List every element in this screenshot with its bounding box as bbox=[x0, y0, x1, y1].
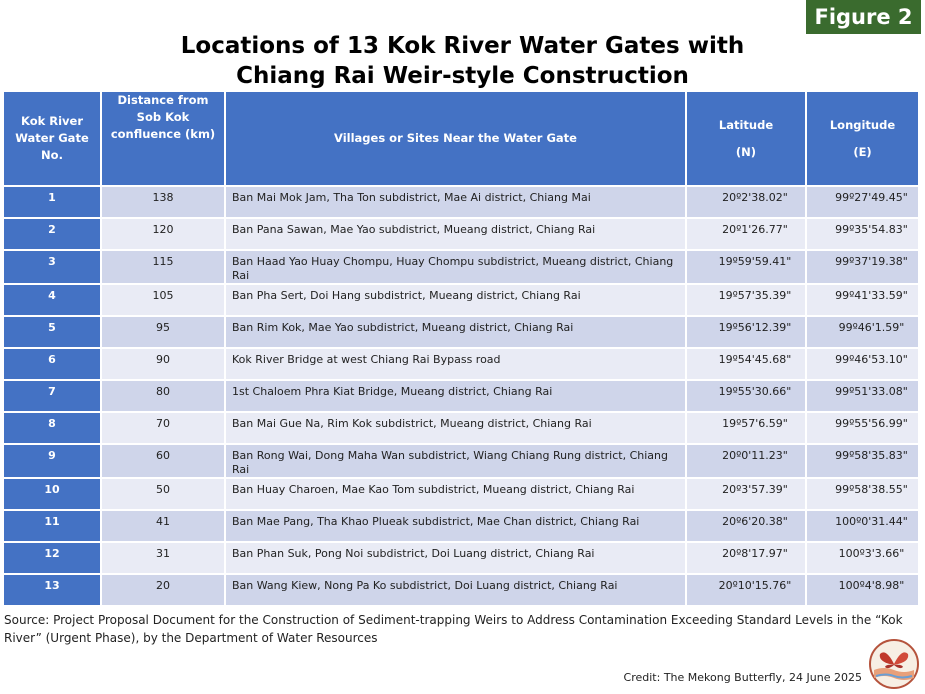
cell-latitude: 19º56'12.39" bbox=[686, 316, 806, 348]
cell-site: Kok River Bridge at west Chiang Rai Bypass road bbox=[225, 348, 686, 380]
cell-site: Ban Pana Sawan, Mae Yao subdistrict, Mueang district, Chiang Rai bbox=[225, 218, 686, 250]
cell-site: Ban Haad Yao Huay Chompu, Huay Chompu subdistrict, Mueang district, Chiang Rai bbox=[225, 250, 686, 284]
header-site: Villages or Sites Near the Water Gate bbox=[225, 92, 686, 186]
table-row bbox=[4, 348, 918, 380]
header-latitude-unit: (N) bbox=[735, 144, 757, 159]
table-row bbox=[4, 542, 918, 574]
header-latitude bbox=[686, 92, 806, 186]
table-row bbox=[4, 380, 918, 412]
cell-latitude: 20º0'11.23" bbox=[686, 444, 806, 478]
cell-gate-no: 10 bbox=[4, 478, 101, 510]
cell-distance: 95 bbox=[101, 316, 225, 348]
cell-site: Ban Pha Sert, Doi Hang subdistrict, Mueang district, Chiang Rai bbox=[225, 284, 686, 316]
cell-gate-no: 3 bbox=[4, 250, 101, 284]
cell-longitude: 99º46'1.59" bbox=[806, 316, 918, 348]
cell-distance: 70 bbox=[101, 412, 225, 444]
cell-site: Ban Phan Suk, Pong Noi subdistrict, Doi Luang district, Chiang Rai bbox=[225, 542, 686, 574]
cell-site: Ban Mae Pang, Tha Khao Plueak subdistrict, Mae Chan district, Chiang Rai bbox=[225, 510, 686, 542]
cell-latitude: 20º2'38.02" bbox=[686, 186, 806, 218]
header-distance: Distance from Sob Kok confluence (km) bbox=[101, 92, 225, 186]
cell-latitude: 19º54'45.68" bbox=[686, 348, 806, 380]
title-line-2: Chiang Rai Weir-style Construction bbox=[236, 63, 689, 89]
cell-gate-no: 7 bbox=[4, 380, 101, 412]
cell-latitude: 20º3'57.39" bbox=[686, 478, 806, 510]
cell-longitude: 99º51'33.08" bbox=[806, 380, 918, 412]
header-gate-no: Kok River Water Gate No. bbox=[4, 92, 101, 186]
cell-longitude: 99º58'38.55" bbox=[806, 478, 918, 510]
cell-distance: 50 bbox=[101, 478, 225, 510]
table-row bbox=[4, 412, 918, 444]
cell-longitude: 100º3'3.66" bbox=[806, 542, 918, 574]
cell-site: Ban Rong Wai, Dong Maha Wan subdistrict, Wiang Chiang Rung district, Chiang Rai bbox=[225, 444, 686, 478]
cell-distance: 115 bbox=[101, 250, 225, 284]
table-row bbox=[4, 218, 918, 250]
cell-site: Ban Mai Mok Jam, Tha Ton subdistrict, Mae Ai district, Chiang Mai bbox=[225, 186, 686, 218]
cell-site: Ban Mai Gue Na, Rim Kok subdistrict, Mueang district, Chiang Rai bbox=[225, 412, 686, 444]
cell-gate-no: 13 bbox=[4, 574, 101, 606]
table-row bbox=[4, 478, 918, 510]
cell-site: Ban Huay Charoen, Mae Kao Tom subdistrict, Mueang district, Chiang Rai bbox=[225, 478, 686, 510]
cell-latitude: 19º55'30.66" bbox=[686, 380, 806, 412]
cell-distance: 90 bbox=[101, 348, 225, 380]
header-longitude-unit: (E) bbox=[853, 144, 872, 159]
table-row bbox=[4, 316, 918, 348]
cell-longitude: 99º46'53.10" bbox=[806, 348, 918, 380]
header-longitude-label: Longitude bbox=[829, 117, 896, 132]
cell-distance: 120 bbox=[101, 218, 225, 250]
cell-gate-no: 11 bbox=[4, 510, 101, 542]
cell-distance: 80 bbox=[101, 380, 225, 412]
cell-longitude: 99º35'54.83" bbox=[806, 218, 918, 250]
cell-gate-no: 2 bbox=[4, 218, 101, 250]
cell-longitude: 99º27'49.45" bbox=[806, 186, 918, 218]
cell-latitude: 19º57'35.39" bbox=[686, 284, 806, 316]
cell-longitude: 100º4'8.98" bbox=[806, 574, 918, 606]
source-note: Source: Project Proposal Document for the Construction of Sediment-trapping Weirs to Address Contamination Exceeding Standard Levels in the “Kok River” (Urgent Phase), by the Department of Water Resources bbox=[4, 613, 903, 645]
cell-distance: 105 bbox=[101, 284, 225, 316]
cell-site: 1st Chaloem Phra Kiat Bridge, Mueang district, Chiang Rai bbox=[225, 380, 686, 412]
cell-latitude: 20º8'17.97" bbox=[686, 542, 806, 574]
cell-longitude: 99º37'19.38" bbox=[806, 250, 918, 284]
cell-latitude: 20º6'20.38" bbox=[686, 510, 806, 542]
table-row bbox=[4, 510, 918, 542]
cell-site: Ban Rim Kok, Mae Yao subdistrict, Mueang district, Chiang Rai bbox=[225, 316, 686, 348]
cell-gate-no: 1 bbox=[4, 186, 101, 218]
credit-line: Credit: The Mekong Butterfly, 24 June 2025 bbox=[623, 671, 862, 684]
table-row bbox=[4, 250, 918, 284]
cell-gate-no: 5 bbox=[4, 316, 101, 348]
cell-gate-no: 9 bbox=[4, 444, 101, 478]
cell-gate-no: 4 bbox=[4, 284, 101, 316]
cell-site: Ban Wang Kiew, Nong Pa Ko subdistrict, Doi Luang district, Chiang Rai bbox=[225, 574, 686, 606]
title-line-1: Locations of 13 Kok River Water Gates with bbox=[180, 33, 745, 59]
cell-gate-no: 8 bbox=[4, 412, 101, 444]
table-row bbox=[4, 284, 918, 316]
cell-latitude: 20º10'15.76" bbox=[686, 574, 806, 606]
cell-distance: 31 bbox=[101, 542, 225, 574]
figure-badge: Figure 2 bbox=[806, 0, 921, 34]
table-row bbox=[4, 444, 918, 478]
table-row bbox=[4, 574, 918, 606]
water-gates-table bbox=[4, 92, 918, 607]
cell-gate-no: 12 bbox=[4, 542, 101, 574]
table-header-row bbox=[4, 92, 918, 186]
cell-latitude: 19º57'6.59" bbox=[686, 412, 806, 444]
cell-distance: 20 bbox=[101, 574, 225, 606]
cell-distance: 41 bbox=[101, 510, 225, 542]
cell-longitude: 99º41'33.59" bbox=[806, 284, 918, 316]
cell-longitude: 99º55'56.99" bbox=[806, 412, 918, 444]
page-title bbox=[0, 31, 925, 91]
cell-longitude: 100º0'31.44" bbox=[806, 510, 918, 542]
cell-distance: 138 bbox=[101, 186, 225, 218]
header-latitude-label: Latitude bbox=[718, 117, 774, 132]
cell-latitude: 19º59'59.41" bbox=[686, 250, 806, 284]
cell-longitude: 99º58'35.83" bbox=[806, 444, 918, 478]
table-row bbox=[4, 186, 918, 218]
cell-latitude: 20º1'26.77" bbox=[686, 218, 806, 250]
header-longitude bbox=[806, 92, 918, 186]
mekong-butterfly-logo bbox=[868, 638, 920, 690]
cell-gate-no: 6 bbox=[4, 348, 101, 380]
cell-distance: 60 bbox=[101, 444, 225, 478]
